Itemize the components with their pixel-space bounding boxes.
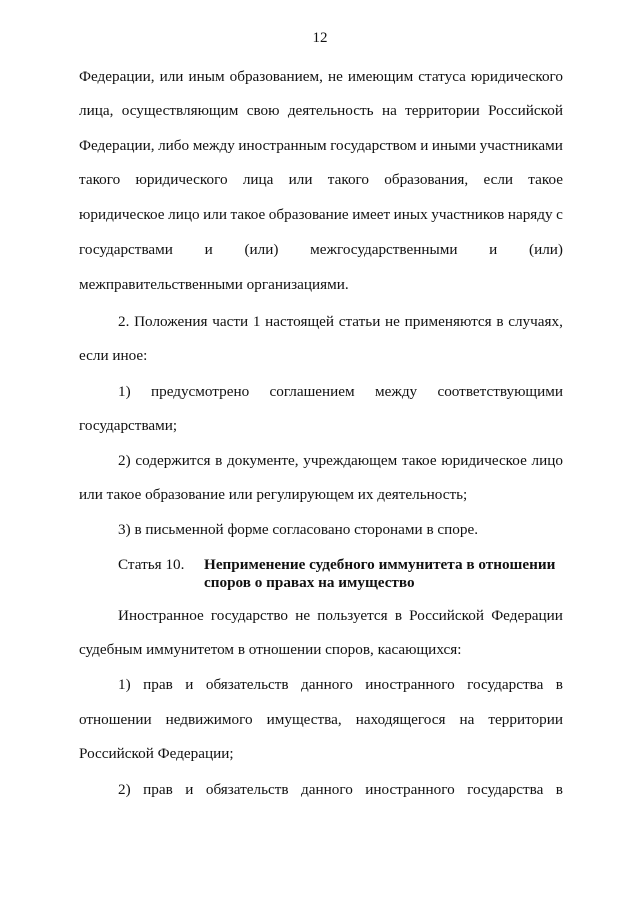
- article-title: [204, 556, 563, 592]
- article-title-line-2: споров о правах на имущество: [204, 574, 415, 591]
- text-line: 2) содержится в документе, учреждающем такое юридическое лицо: [118, 452, 563, 469]
- article-label: Статья 10.: [118, 556, 185, 573]
- text-line: 1) предусмотрено соглашением между соответствующими: [118, 383, 563, 400]
- text-line: или такое образование или регулирующем их деятельность;: [79, 486, 468, 503]
- text-line: Федерации, либо между иностранным государством и иными участниками: [79, 137, 563, 154]
- text-line: Иностранное государство не пользуется в Российской Федерации: [118, 607, 563, 624]
- page-number: 12: [312, 30, 328, 46]
- text-line: такого юридического лица или такого образования, если такое: [79, 171, 563, 188]
- text-line: отношении недвижимого имущества, находящегося на территории: [79, 711, 563, 728]
- text-line: судебным иммунитетом в отношении споров, касающихся:: [79, 641, 462, 658]
- text-line: государствами и (или) межгосударственными и (или): [79, 241, 563, 258]
- text-line: межправительственными организациями.: [79, 276, 349, 293]
- text-line: юридическое лицо или такое образование имеет иных участников наряду с: [79, 206, 563, 223]
- text-line: 1) прав и обязательств данного иностранного государства в: [118, 676, 563, 693]
- text-line: государствами;: [79, 417, 178, 434]
- text-line: 2) прав и обязательств данного иностранного государства в: [118, 781, 563, 798]
- article-title-line-1: Неприменение судебного иммунитета в отношении: [204, 556, 556, 573]
- text-line: Федерации, или иным образованием, не имеющим статуса юридического: [79, 68, 563, 85]
- text-line: 3) в письменной форме согласовано сторонами в споре.: [118, 521, 479, 538]
- text-line: 2. Положения части 1 настоящей статьи не применяются в случаях,: [118, 313, 563, 330]
- text-line: Российской Федерации;: [79, 745, 234, 762]
- text-line: лица, осуществляющим свою деятельность на территории Российской: [79, 102, 563, 119]
- text-line: если иное:: [79, 347, 148, 364]
